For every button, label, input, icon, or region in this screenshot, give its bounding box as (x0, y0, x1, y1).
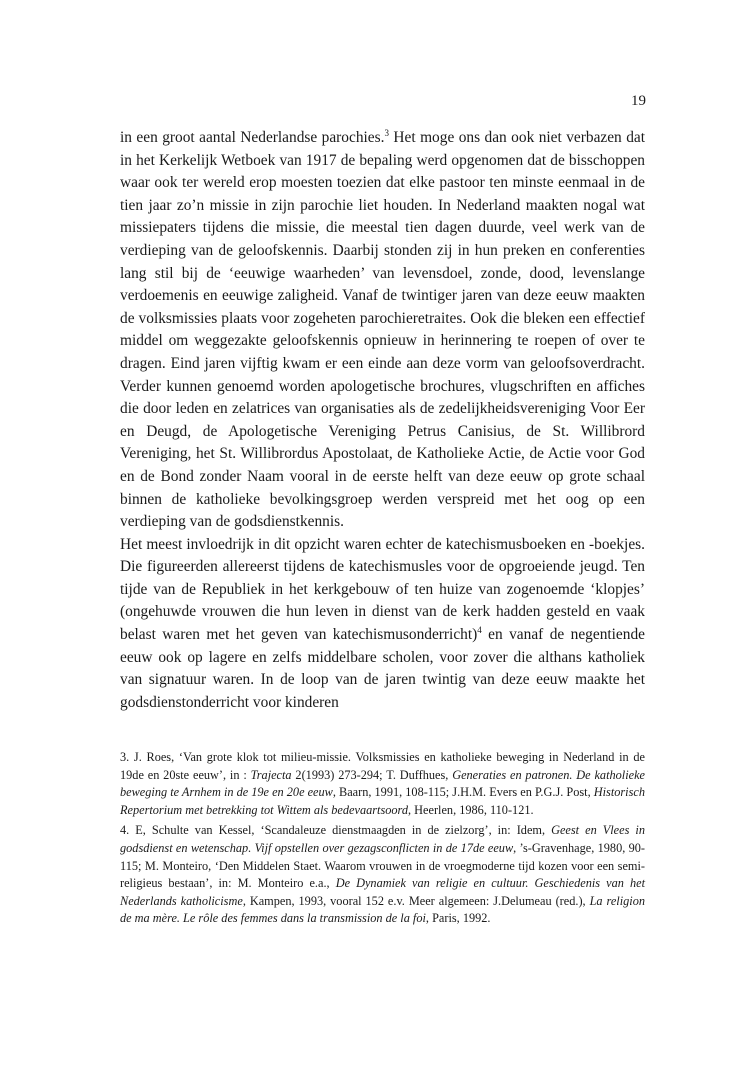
paragraph-1 (120, 127, 645, 534)
page-number: 19 (631, 93, 646, 109)
footnote-3-title-a: Trajecta (250, 767, 292, 782)
paragraph-2-text-b: en vanaf de negentiende eeuw ook op lagere en zelfs middelbare scholen, voor zover die althans katholiek van signatuur waren. In de loop van de jaren twintig van deze eeuw maakte het godsdienstonderricht voor kinderen (120, 626, 645, 711)
footnote-4-title-c: La religion de ma mère. Le rôle des femmes dans la transmission de la foi (120, 893, 646, 926)
paragraph-1-text-a: in een groot aantal Nederlandse parochies. (120, 129, 385, 146)
footnote-3 (120, 749, 645, 819)
footnote-3-text-a: 3. J. Roes, ‘Van grote klok tot milieu-missie. Volksmissies en katholieke beweging in Nederland in de 19de en 20ste eeuw’, in : (120, 750, 645, 782)
footnote-ref-4: 4 (477, 624, 482, 635)
body-text (120, 127, 645, 714)
paragraph-2-text-a: Het meest invloedrijk in dit opzicht waren echter de katechismusboeken en -boekjes. Die figureerden allereerst tijdens de katechismusles voor de opgroeiende jeugd. Ten tijde van de Republiek in het kerkgebouw of ten huize van zogenoemde ‘klopjes’ (ongehuwde vrouwen die hun leven in dienst van de kerk hadden gesteld en vaak belast waren met het geven van katechismusonderricht) (120, 535, 645, 644)
footnote-4 (120, 822, 645, 928)
footnote-4-text-a: 4. E, Schulte van Kessel, ‘Scandaleuze dienstmaagden in de zielzorg’, in: Idem, (120, 823, 552, 838)
footnote-3-text-b: 2(1993) 273-294; T. Duffhues, (291, 767, 453, 782)
footnote-4-text-b: , ’s-Gravenhage, 1980, 90-115; M. Monteiro, ‘Den Middelen Staet. Waarom vrouwen in de vroegmoderne tijd kozen voor een semi-religieus bestaan’, in: M. Monteiro e.a., (120, 840, 645, 891)
footnote-4-title-b: De Dynamiek van religie en cultuur. Geschiedenis van het Nederlands katholicisme (120, 876, 645, 908)
paragraph-2 (120, 534, 645, 715)
footnote-4-title-a: Geest en Vlees in godsdienst en wetenschap. Vijf opstellen over gezagsconflicten in de 17de eeuw (120, 823, 645, 855)
footnote-3-title-b: Generaties en patronen. De katholieke beweging te Arnhem in de 19e en 20e eeuw (120, 767, 645, 800)
footnote-4-text-c: , Kampen, 1993, vooral 152 e.v. Meer algemeen: J.Delumeau (red.), (242, 893, 590, 908)
paragraph-1-text-b: Het moge ons dan ook niet verbazen dat in het Kerkelijk Wetboek van 1917 de bepaling werd opgenomen dat de bisschoppen waar ook ter wereld erop moesten toezien dat elke pastoor ten minste eenmaal in de tien jaar zo’n missie in zijn parochie liet houden. In Nederland maakten nogal wat missiepaters tijdens die missie, die meestal tien dagen duurde, veel werk van de verdieping van de geloofskennis. Daarbij stonden zij in hun preken en conferenties lang stil bij de ‘eeuwige waarheden’ van levensdoel, zonde, dood, levenslange verdoemenis en eeuwige zaligheid. Vanaf de twintiger jaren van deze eeuw maakten de volksmissies plaats voor zogeheten parochieretraites. Ook die bleken een effectief middel om weggezakte geloofskennis opnieuw in herinnering te roepen of over te dragen. Eind jaren vijftig kwam er een einde aan deze vorm van geloofsoverdracht. Verder kunnen genoemd worden apologetische brochures, vlugschriften en affiches die door leden en zelatrices van organisaties als de zedelijkheidsvereniging Voor Eer en Deugd, de Apologetische Vereniging Petrus Canisius, de St. Willibrord Vereniging, het St. Willibrordus Apostolaat, de Katholieke Actie, de Actie voor God en de Bond zonder Naam vooral in de eerste helft van deze eeuw op grote schaal binnen de katholieke bevolkingsgroep werden verspreid met het oog op een verdieping van de godsdienstkennis. (120, 129, 645, 531)
footnote-3-text-c: , Baarn, 1991, 108-115; J.H.M. Evers en P.G.J. Post, (332, 785, 594, 800)
footnote-3-title-c: Historisch Repertorium met betrekking tot Wittem als bedevaartsoord (120, 785, 645, 817)
footnotes (120, 749, 645, 928)
footnote-ref-3: 3 (384, 127, 389, 138)
footnote-4-text-d: , Paris, 1992. (425, 911, 491, 926)
footnote-3-text-d: , Heerlen, 1986, 110-121. (408, 802, 534, 817)
